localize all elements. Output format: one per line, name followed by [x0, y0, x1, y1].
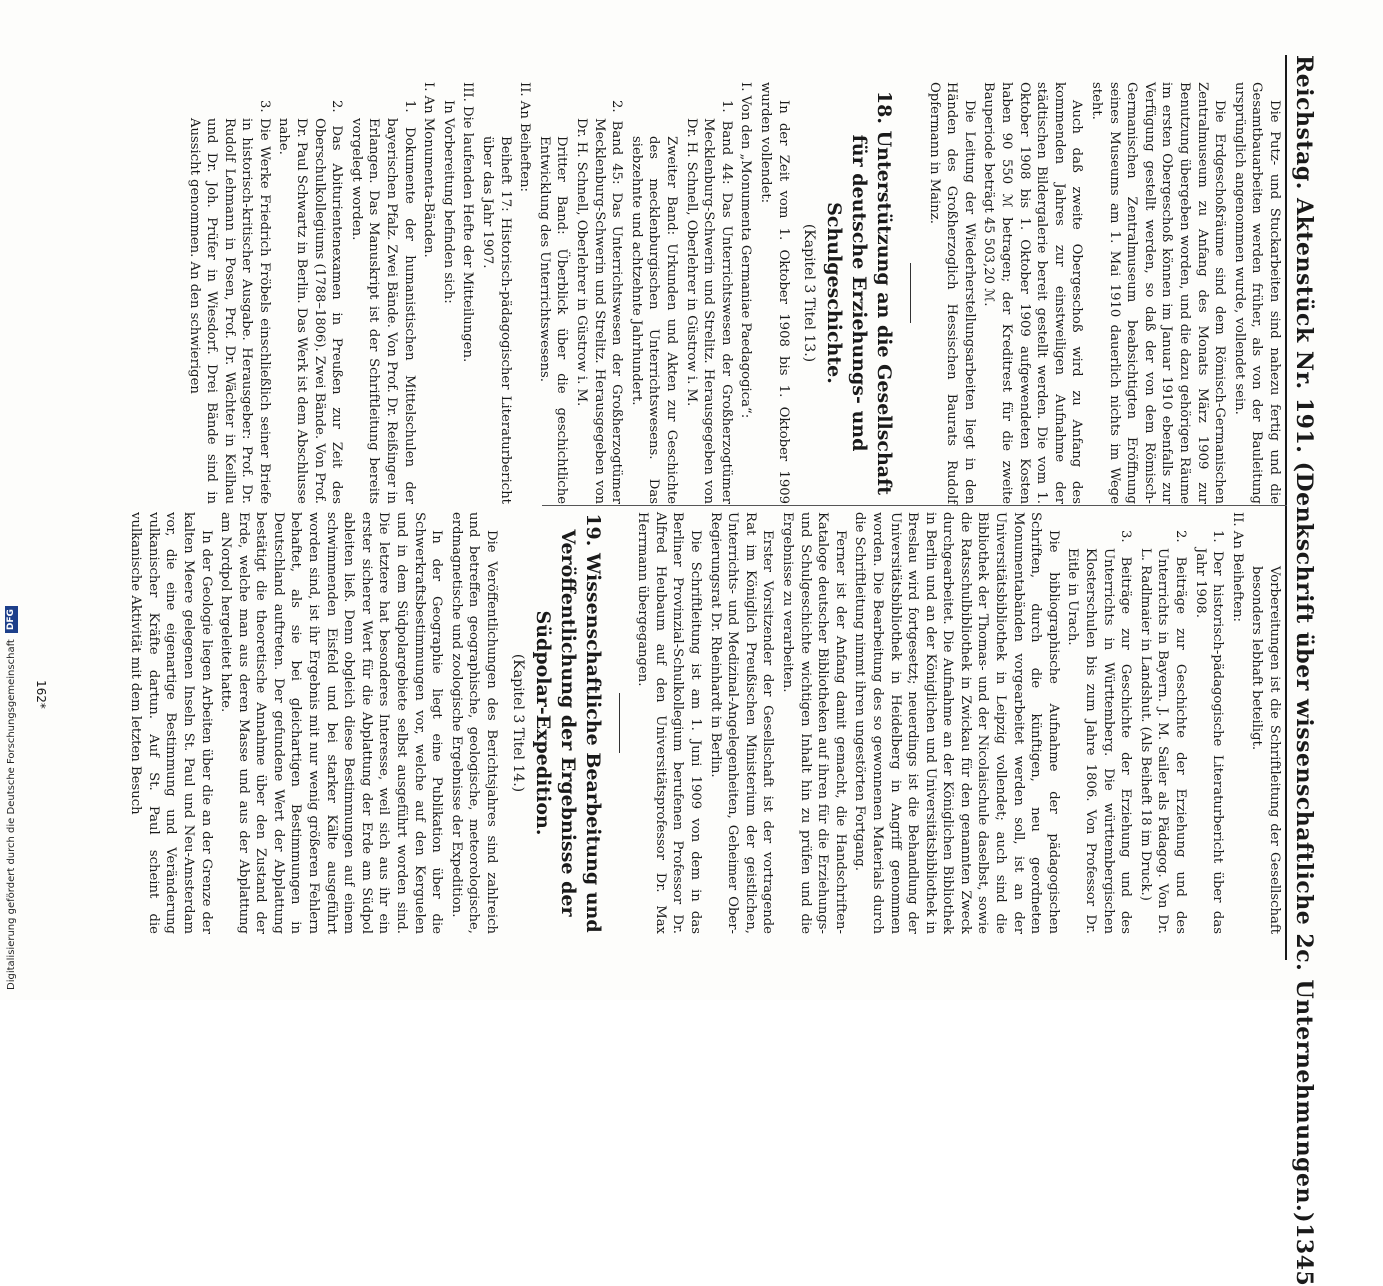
list-heading: II. An Beiheften:: [517, 82, 533, 192]
section-18-subheading: (Kapitel 3 Titel 13.): [801, 223, 818, 363]
list-item-detail: Zweiter Band: Urkunden und Akten zur Geschichte des mecklenburgischen Unterrichtswesens. Das siebzehnte und achtzehnte Jahrhundert.: [628, 136, 679, 504]
paragraph: Ferner ist der Anfang damit gemacht, die Handschriften-Kataloge deutscher Bibliotheken auf ihren für die Erziehungs- und Schulgeschichte wichtigen Inhalt hin zu prüfen und die Ergebnisse zu verarbeiten.: [779, 512, 848, 934]
list-item: 1. Band 44: Das Unterrichtswesen der Großherzogtümer Mecklenburg-Schwerin und Strelitz. Herausgegeben von Dr. H. Schnell, Oberlehrer in Güstrow i. M.: [683, 100, 734, 504]
list-item: 2. Beiträge zur Geschichte der Erziehung und des Unterrichts in Bayern. J. M. Sailer als Pädagog. Von Dr. L. Radlmaier in Landshut. (Als Beiheft 18 im Druck.): [1137, 530, 1189, 934]
signature-mark: 162*: [34, 680, 48, 709]
paragraph: In der Geologie liegen Arbeiten über die an der Grenze der kalten Meere gelegenen Inseln St. Paul und Neu-Amsterdam vor, die eine eigenartige Bestimmung und Veränderung vulkanischer Kräfte dartun. Auf St. Paul scheint die vulkanische Aktivität mit dem letzten Besuch: [128, 512, 214, 934]
column-divider: [542, 505, 1287, 506]
paragraph: Auch daß zweite Obergeschoß wird zu Anfang des kommenden Jahres zur einstweiligen Aufnahme der städtischen Bildergalerie bereit gestellt werden. Die vom 1. Oktober 1908 bis 1. Oktober 1909 aufgewendeten Kosten haben 90 550 ℳ betragen; der Kreditrest für die zweite Bauperiode beträgt 45 503,20 ℳ.: [981, 82, 1085, 504]
paragraph: Die Schriftleitung ist am 1. Juni 1909 von dem in das Berliner Provinzial-Schulkollegium berufenen Professor Dr. Alfred Heubaum auf den Universitätsprofessor Dr. Max Herrmann übergegangen.: [635, 512, 703, 934]
page-number: 1345: [1291, 1223, 1317, 1286]
running-head: [1285, 55, 1331, 1286]
list-item: 1. Der historisch-pädagogische Literaturbericht über das Jahr 1908.: [1192, 530, 1226, 934]
right-column: [128, 512, 1283, 934]
digitization-credit: [2, 10, 20, 990]
header-title: Reichstag. Aktenstück Nr. 191. (Denkschrift über wissenschaftliche 2c. Unternehmungen.): [1291, 55, 1317, 1224]
paragraph: Die Erdgeschoßräume sind dem Römisch-Germanischen Zentralmuseum zu Anfang des Monats März 1909 zur Benutzung übergeben worden, und die dazu gehörigen Räume im ersten Obergeschoß können im Januar 1910 ebenfalls zur Verfügung gestellt werden, so daß der von dem Römisch-Germanischen Zentralmuseum beabsichtigten Eröffnung seines Museums am 1. Mai 1910 dauerlich nichts im Wege steht.: [1089, 82, 1228, 504]
paragraph: Die Leitung der Wiederherstellungsarbeiten liegt in den Händen des Großherzoglich Hessischen Baurats Rudolf Opfermann in Mainz.: [926, 82, 977, 504]
list-heading: III. Die laufenden Hefte der Mitteilungen.: [460, 82, 476, 363]
list-item-detail: Dritter Band: Überblick über die geschichtliche Entwicklung des Unterrichtswesens.: [536, 136, 570, 504]
list-item: 2. Band 45: Das Unterrichtswesen der Großherzogtümer Mecklenburg-Schwerin und Strelitz. Herausgegeben von Dr. H. Schnell, Oberlehrer in Güstrow i. M.: [574, 100, 625, 504]
list-heading: I. Von den „Monumenta Germaniae Paedagogica“:: [738, 82, 754, 419]
left-column: [183, 82, 1283, 504]
list-heading: I. An Monumenta-Bänden.: [421, 82, 437, 258]
paragraph: In Vorbereitung befinden sich:: [440, 100, 456, 304]
paragraph: In der Geographie liegt eine Publikation über die Schwerkraftsbestimmungen vor, welche auf den Kerguelen und in dem Südpolargebiete selbst ausgeführt worden sind. Die letztere hat besonderes Interesse, weil sich aus ihr ein erster sicherer Wert für die Abplattung der Erde am Südpol ableiten ließ. Denn obgleich diese Bestimmungen auf einem schwimmenden Eisfeld und bei starker Kälte ausgeführt worden sind, ist ihr Ergebnis mit nur wenig größeren Fehlern behaftet, als sie bei gleichartigen Bestimmungen in Deutschland auftreten. Der gefundene Wert der Abplattung bestätigt die theoretische Annahme über den Zustand der Erde, welche man aus deren Masse und aus der Abplattung am Nordpol hergeleitet hatte.: [218, 512, 445, 934]
list-heading: II. An Beiheften:: [1229, 512, 1245, 622]
paragraph: Die Veröffentlichungen des Berichtsjahres sind zahlreich und betreffen geographische, geologische, meteorologische, erdmagnetische und zoologische Ergebnisse der Expedition.: [448, 512, 500, 934]
paragraph: Erster Vorsitzender der Gesellschaft ist der vortragende Rat im Königlich Preußischen Ministerium der geistlichen, Unterrichts- und Medizinal-Angelegenheiten, Geheimer Ober-Regierungsrat Dr. Rheinhardt in Berlin.: [707, 512, 776, 934]
paragraph: Die Putz- und Stuckarbeiten sind nahezu fertig und die Gesamtbauarbeiten werden früher, als von der Bauleitung ursprünglich angenommen wurde, vollendet sein.: [1231, 82, 1282, 504]
dfg-logo: DFG: [5, 606, 18, 633]
section-separator: [910, 263, 911, 323]
credit-text: Digitalisierung gefördert durch die Deutsche Forschungsgemeinschaft: [5, 639, 17, 990]
list-item: Beiheft 17: Historisch-pädagogischer Literaturbericht über das Jahr 1907.: [480, 136, 513, 504]
paragraph: In der Zeit vom 1. Oktober 1908 bis 1. Oktober 1909 wurden vollendet:: [757, 82, 791, 504]
section-19-subheading: (Kapitel 3 Titel 14.): [509, 653, 526, 793]
list-item: 1. Dokumente der humanistischen Mittelschulen der bayerischen Pfalz. Zwei Bände. Von Prof. Dr. Reißinger in Erlangen. Das Manuskript ist der Schriftleitung bereits vorgelegt worden.: [348, 100, 417, 504]
list-item: 3. Die Werke Friedrich Fröbels einschließlich seiner Briefe in historisch-kritischer Ausgabe. Herausgeber: Prof. Dr. Rudolf Lehmann in Posen, Prof. Dr. Wächter in Keilhau und Dr. Joh. Prüfer in Wiesdorf. Drei Bände sind in Aussicht genommen. An den schwierigen: [186, 100, 272, 504]
section-19-heading: 19. Wissenschaftliche Bearbeitung und Veröffentlichung der Ergebnisse der Südpolar-Expedition.: [531, 513, 604, 933]
section-18-heading: 18. Unterstützung an die Gesellschaft für deutsche Erziehungs- und Schulgeschichte.: [823, 90, 896, 496]
list-item: 3. Beiträge zur Geschichte der Erziehung und des Unterrichts in Württemberg. Die württembergischen Klosterschulen bis zum Jahre 1806. Von Professor Dr. Eitle in Urach.: [1065, 530, 1134, 934]
paragraph: Vorbereitungen ist die Schriftleitung der Gesellschaft besonders lebhaft beteiligt.: [1249, 566, 1282, 934]
section-separator: [619, 693, 620, 753]
paragraph: Die bibliographische Aufnahme der pädagogischen Schriften, durch die künftigen, neu geordneten Monumentabänden vorgearbeitet werden soll, ist an der Universitätsbibliothek in Leipzig vollendet; auch sind die Bibliothek der Thomas- und der Nicolaischule daselbst, sowie die Ratsschulbibliothek in Zwickau für den genannten Zweck durchgearbeitet. Die Aufnahme an der Königlichen Bibliothek in Berlin und an der Königlichen und Universitätsbibliothek in Breslau wird fortgesetzt; neuerdings ist die Behandlung der Universitätsbibliothek in Heidelberg in Angriff genommen worden. Die Bearbeitung des so gewonnenen Materials durch die Schriftleitung nimmt ihren ungestörten Fortgang.: [852, 512, 1061, 934]
list-item: 2. Das Abiturientenexamen in Preußen zur Zeit des Oberschulkollegiums (1788–1806). Zwei Bände. Von Prof. Dr. Paul Schwartz in Berlin. Das Werk ist dem Abschlusse nahe.: [276, 100, 345, 504]
